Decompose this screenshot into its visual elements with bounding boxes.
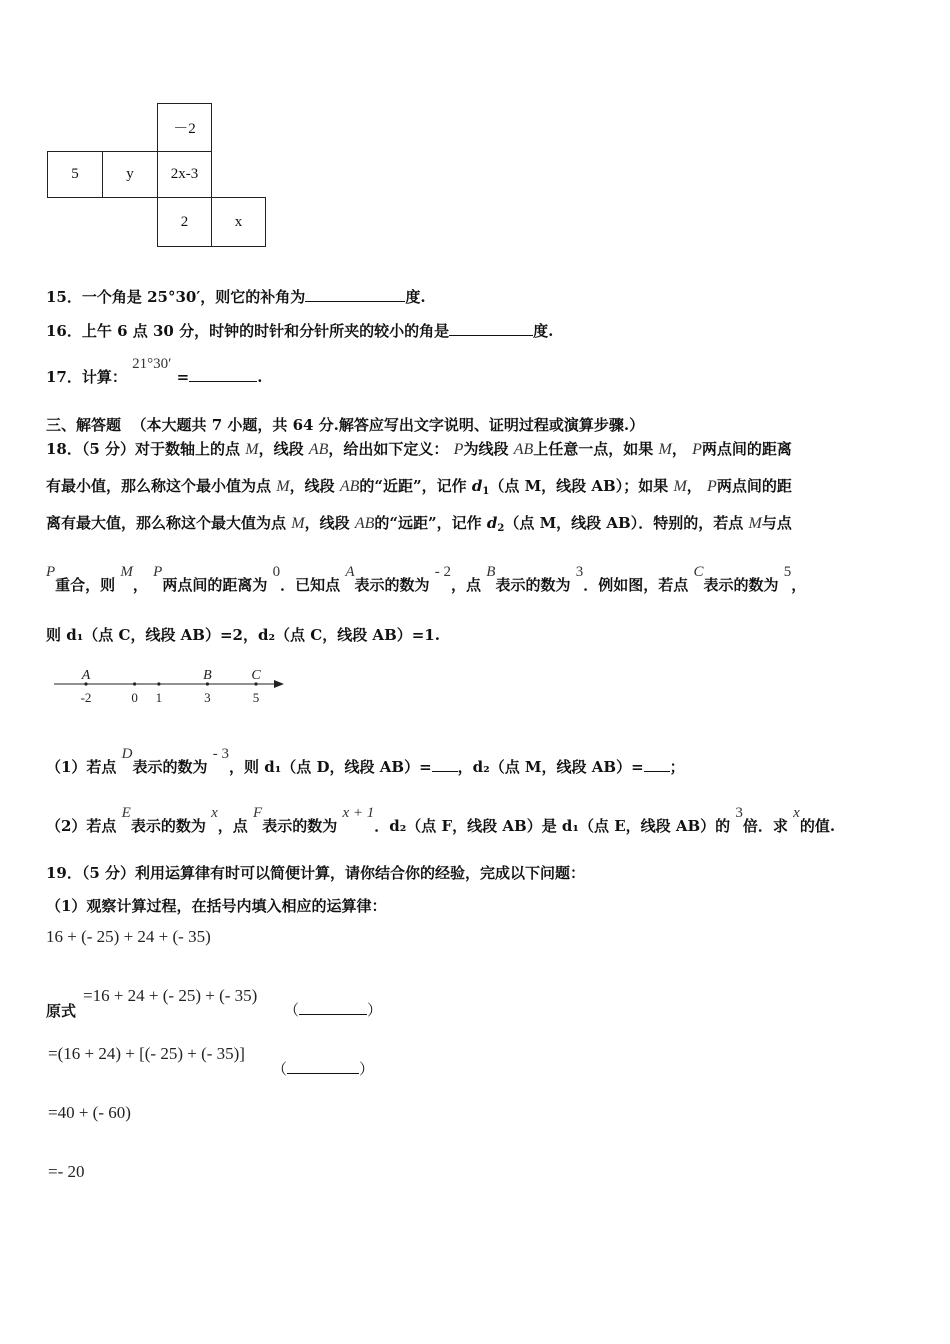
number-line-tick-label-1: 0	[131, 690, 138, 705]
q18-part-1	[46, 746, 685, 777]
net-cell-top-text: －2	[173, 121, 196, 137]
question-16	[46, 320, 553, 341]
q18-sym-ab: AB	[308, 441, 329, 458]
q19-expression-1: =16 + 24 + (- 25) + (- 35)	[83, 986, 258, 1005]
q18-l2-d: （点 M，线段 AB）；如果	[489, 477, 669, 495]
q18-sym-m-2: M	[658, 441, 672, 458]
q18-p2-d: 表示的数为	[262, 817, 338, 835]
q18-l1-c: ，给出如下定义：	[328, 440, 449, 458]
q18-l5: 则 d₁（点 C，线段 AB）=2，d₂（点 C，线段 AB）=1.	[46, 626, 440, 644]
q18-l4-sym-c: C	[693, 564, 704, 580]
q18-l4-b: ，	[132, 576, 148, 594]
q17-label: 17．计算：	[46, 368, 127, 386]
q18-p1-blank-1	[432, 757, 458, 772]
q18-l3-c: 的“远距”，记作	[374, 514, 482, 532]
q18-p2-a: （2）若点	[46, 817, 117, 835]
q18-l4-sym-a: A	[345, 564, 355, 580]
q18-sym-ab-2: AB	[513, 441, 534, 458]
q18-p2-sym-x-2: x	[793, 805, 800, 821]
q18-l4-sym-b: B	[486, 564, 496, 580]
q19-expression-3: =40 + (- 60)	[48, 1103, 131, 1122]
q18-l2-sym-m: M	[276, 478, 290, 495]
q15-text: 15．一个角是 25°30′，则它的补角为	[46, 288, 306, 306]
q18-p2-three: 3	[735, 805, 743, 821]
q19-paren-open-1: （	[284, 1001, 300, 1019]
q18-l4-zero: 0	[272, 564, 281, 580]
q18-p2-x-plus-1: x + 1	[342, 805, 375, 821]
number-line-arrow	[274, 680, 284, 688]
number-line-point-label-c: C	[251, 668, 261, 683]
q18-l3-sym-ab: AB	[354, 515, 375, 532]
q18-l3-sym-m-2: M	[748, 515, 762, 532]
net-cell-row-3-text: 2x-3	[170, 166, 199, 182]
number-line-point-label-b: B	[203, 668, 212, 683]
net-cell-bottom-2	[211, 197, 266, 247]
q18-p1-a: （1）若点	[46, 758, 117, 776]
section-3-note: （本大题共 7 小题，共 64 分.解答应写出文字说明、证明过程或演算步骤.）	[131, 416, 645, 434]
net-cell-bottom-1	[157, 197, 212, 247]
q18-l4-h: ．例如图，若点	[583, 576, 689, 594]
number-line-figure	[46, 664, 296, 710]
q17-blank	[189, 367, 257, 382]
net-cell-row-2	[102, 151, 158, 198]
q15-blank	[305, 287, 405, 302]
q18-p1-blank-2	[644, 757, 670, 772]
q18-l2-sym-p: P	[707, 478, 717, 495]
net-cell-bottom-1-text: 2	[180, 213, 189, 230]
q18-l4-three: 3	[575, 564, 584, 580]
q19-sub1: （1）观察计算过程，在括号内填入相应的运算律：	[46, 897, 387, 915]
q18-line-2: 有最小值，那么称这个最小值为点 M，线段 AB的“近距”，记作 $d_1$（点 M，线段 AB）；如果 M， P两点间的距	[46, 477, 792, 497]
q18-l4-a: 重合，则	[55, 576, 116, 594]
q16-text: 16．上午 6 点 30 分，时钟的时针和分针所夹的较小的角是	[46, 322, 450, 340]
section-3-heading	[46, 414, 644, 435]
q19-blank-1	[299, 1000, 367, 1015]
q18-l2-a: 有最小值，那么称这个最小值为点	[46, 477, 272, 495]
q18-line-4	[46, 564, 807, 595]
q18-l3-a: 离有最大值，那么称这个最大值为点	[46, 514, 287, 532]
q18-l3-d: （点 M，线段 AB）．特别的，若点	[504, 514, 744, 532]
q19-title: 19．（5 分）利用运算律有时可以简便计算，请你结合你的经验，完成以下问题：	[46, 864, 586, 882]
q18-p2-g: 的值.	[799, 817, 836, 835]
q18-p1-c: ，则 d₁（点 D，线段 AB）=	[229, 758, 432, 776]
q18-l4-five: 5	[783, 564, 792, 580]
question-15	[46, 286, 426, 307]
q18-l3-d2: d	[486, 514, 498, 532]
q19-step-1	[46, 1000, 76, 1021]
q18-l1-f: ，	[671, 440, 687, 458]
q19-expression-4: =- 20	[48, 1162, 85, 1181]
q18-l4-sym-m: M	[120, 564, 133, 580]
q19-paren-open-2: （	[272, 1060, 288, 1078]
number-line-dot-2	[157, 682, 160, 685]
q18-l1-g: 两点间的距离	[701, 440, 792, 458]
q18-line-1	[46, 438, 792, 459]
net-cell-top	[157, 103, 212, 152]
net-cell-row-1-text: 5	[71, 166, 79, 182]
q18-l4-sym-p: P	[46, 564, 56, 580]
net-cell-row-2-text: y	[126, 166, 134, 182]
q18-line-3: 离有最大值，那么称这个最大值为点 M，线段 AB的“远距”，记作 $d_2$（点 M，线段 AB）．特别的，若点 M与点	[46, 514, 792, 534]
q18-p2-sym-f: F	[253, 805, 263, 821]
q18-sym-p-2: P	[692, 441, 702, 458]
number-line-tick-label-4: 5	[252, 690, 260, 705]
section-3-title: 三、解答题	[46, 416, 122, 434]
q18-p2-sym-x: x	[211, 805, 218, 821]
number-line-tick-label-2: 1	[155, 690, 163, 705]
q15-tail: 度.	[405, 288, 426, 306]
q18-l4-c: 两点间的距离为	[162, 576, 268, 594]
q18-l1-d: 为线段	[463, 440, 509, 458]
q18-p1-sym-d: D	[121, 746, 133, 762]
q18-l2-b: ，线段	[289, 477, 335, 495]
number-line-tick-label-0: -2	[80, 690, 92, 705]
q19-blank-2	[287, 1059, 359, 1074]
q19-step-2-answer	[272, 1058, 374, 1079]
net-cell-bottom-2-text: x	[234, 213, 243, 230]
q19-step-1-answer	[284, 999, 382, 1020]
q18-part-2	[46, 805, 836, 836]
q17-expression: 21°30′	[132, 356, 172, 372]
q18-p2-c: ，点	[217, 817, 248, 835]
q18-sym-p: P	[453, 441, 464, 458]
q18-l4-neg2: - 2	[434, 564, 452, 580]
q18-l4-j: ，	[791, 576, 807, 594]
q18-p2-sym-e: E	[121, 805, 131, 821]
question-19-sub-1	[46, 895, 386, 916]
net-cell-row-1	[47, 151, 103, 198]
q18-l1-b: ，线段	[258, 440, 304, 458]
q18-sym-m: M	[245, 441, 259, 458]
q19-expression-2: =(16 + 24) + [(- 25) + (- 35)]	[48, 1044, 245, 1063]
q19-paren-close-2: ）	[359, 1060, 375, 1078]
q17-eq: =	[176, 368, 190, 386]
q18-l4-sym-p-2: P	[153, 564, 163, 580]
q18-p2-e: ．d₂（点 F，线段 AB）是 d₁（点 E，线段 AB）的	[374, 817, 731, 835]
q18-p2-f: 倍．求	[742, 817, 788, 835]
q19-paren-close-1: ）	[367, 1001, 383, 1019]
q18-l2-e: ，	[686, 477, 702, 495]
q16-tail: 度.	[533, 322, 554, 340]
q18-l2-sym-ab: AB	[339, 478, 360, 495]
q16-blank	[449, 321, 533, 336]
q18-l2-sym-m-2: M	[673, 478, 687, 495]
q18-p1-d: ，d₂（点 M，线段 AB）=	[457, 758, 644, 776]
q18-l3-sym-m: M	[291, 515, 305, 532]
q18-l1-e: 上任意一点，如果	[533, 440, 654, 458]
q18-p1-e: ；	[669, 758, 685, 776]
q18-l2-d1: d	[471, 477, 483, 495]
q18-l1-a: 18．（5 分）对于数轴上的点	[46, 440, 241, 458]
q18-p2-b: 表示的数为	[130, 817, 206, 835]
q18-l4-f: ，点	[451, 576, 482, 594]
net-cell-row-3	[157, 151, 212, 198]
q18-l4-i: 表示的数为	[703, 576, 779, 594]
q18-l4-e: 表示的数为	[354, 576, 430, 594]
number-line-point-label-a: A	[81, 668, 91, 683]
q18-p1-value: - 3	[212, 746, 230, 762]
q18-l2-f: 两点间的距	[716, 477, 792, 495]
q18-p1-b: 表示的数为	[132, 758, 208, 776]
q18-l4-g: 表示的数为	[495, 576, 571, 594]
q19-expression-0: 16 + (- 25) + 24 + (- 35)	[46, 927, 211, 946]
number-line-dot-1	[133, 682, 136, 685]
q18-l4-d: ．已知点	[280, 576, 341, 594]
q18-l2-c: 的“近距”，记作	[359, 477, 467, 495]
question-17	[46, 356, 263, 387]
number-line-tick-label-3: 3	[204, 690, 211, 705]
q18-line-5	[46, 624, 440, 645]
q18-l3-b: ，线段	[304, 514, 350, 532]
q17-tail: .	[257, 368, 263, 386]
q19-yuanshi-label: 原式	[46, 1002, 77, 1020]
question-19-title	[46, 862, 585, 883]
q18-l3-e: 与点	[761, 514, 792, 532]
